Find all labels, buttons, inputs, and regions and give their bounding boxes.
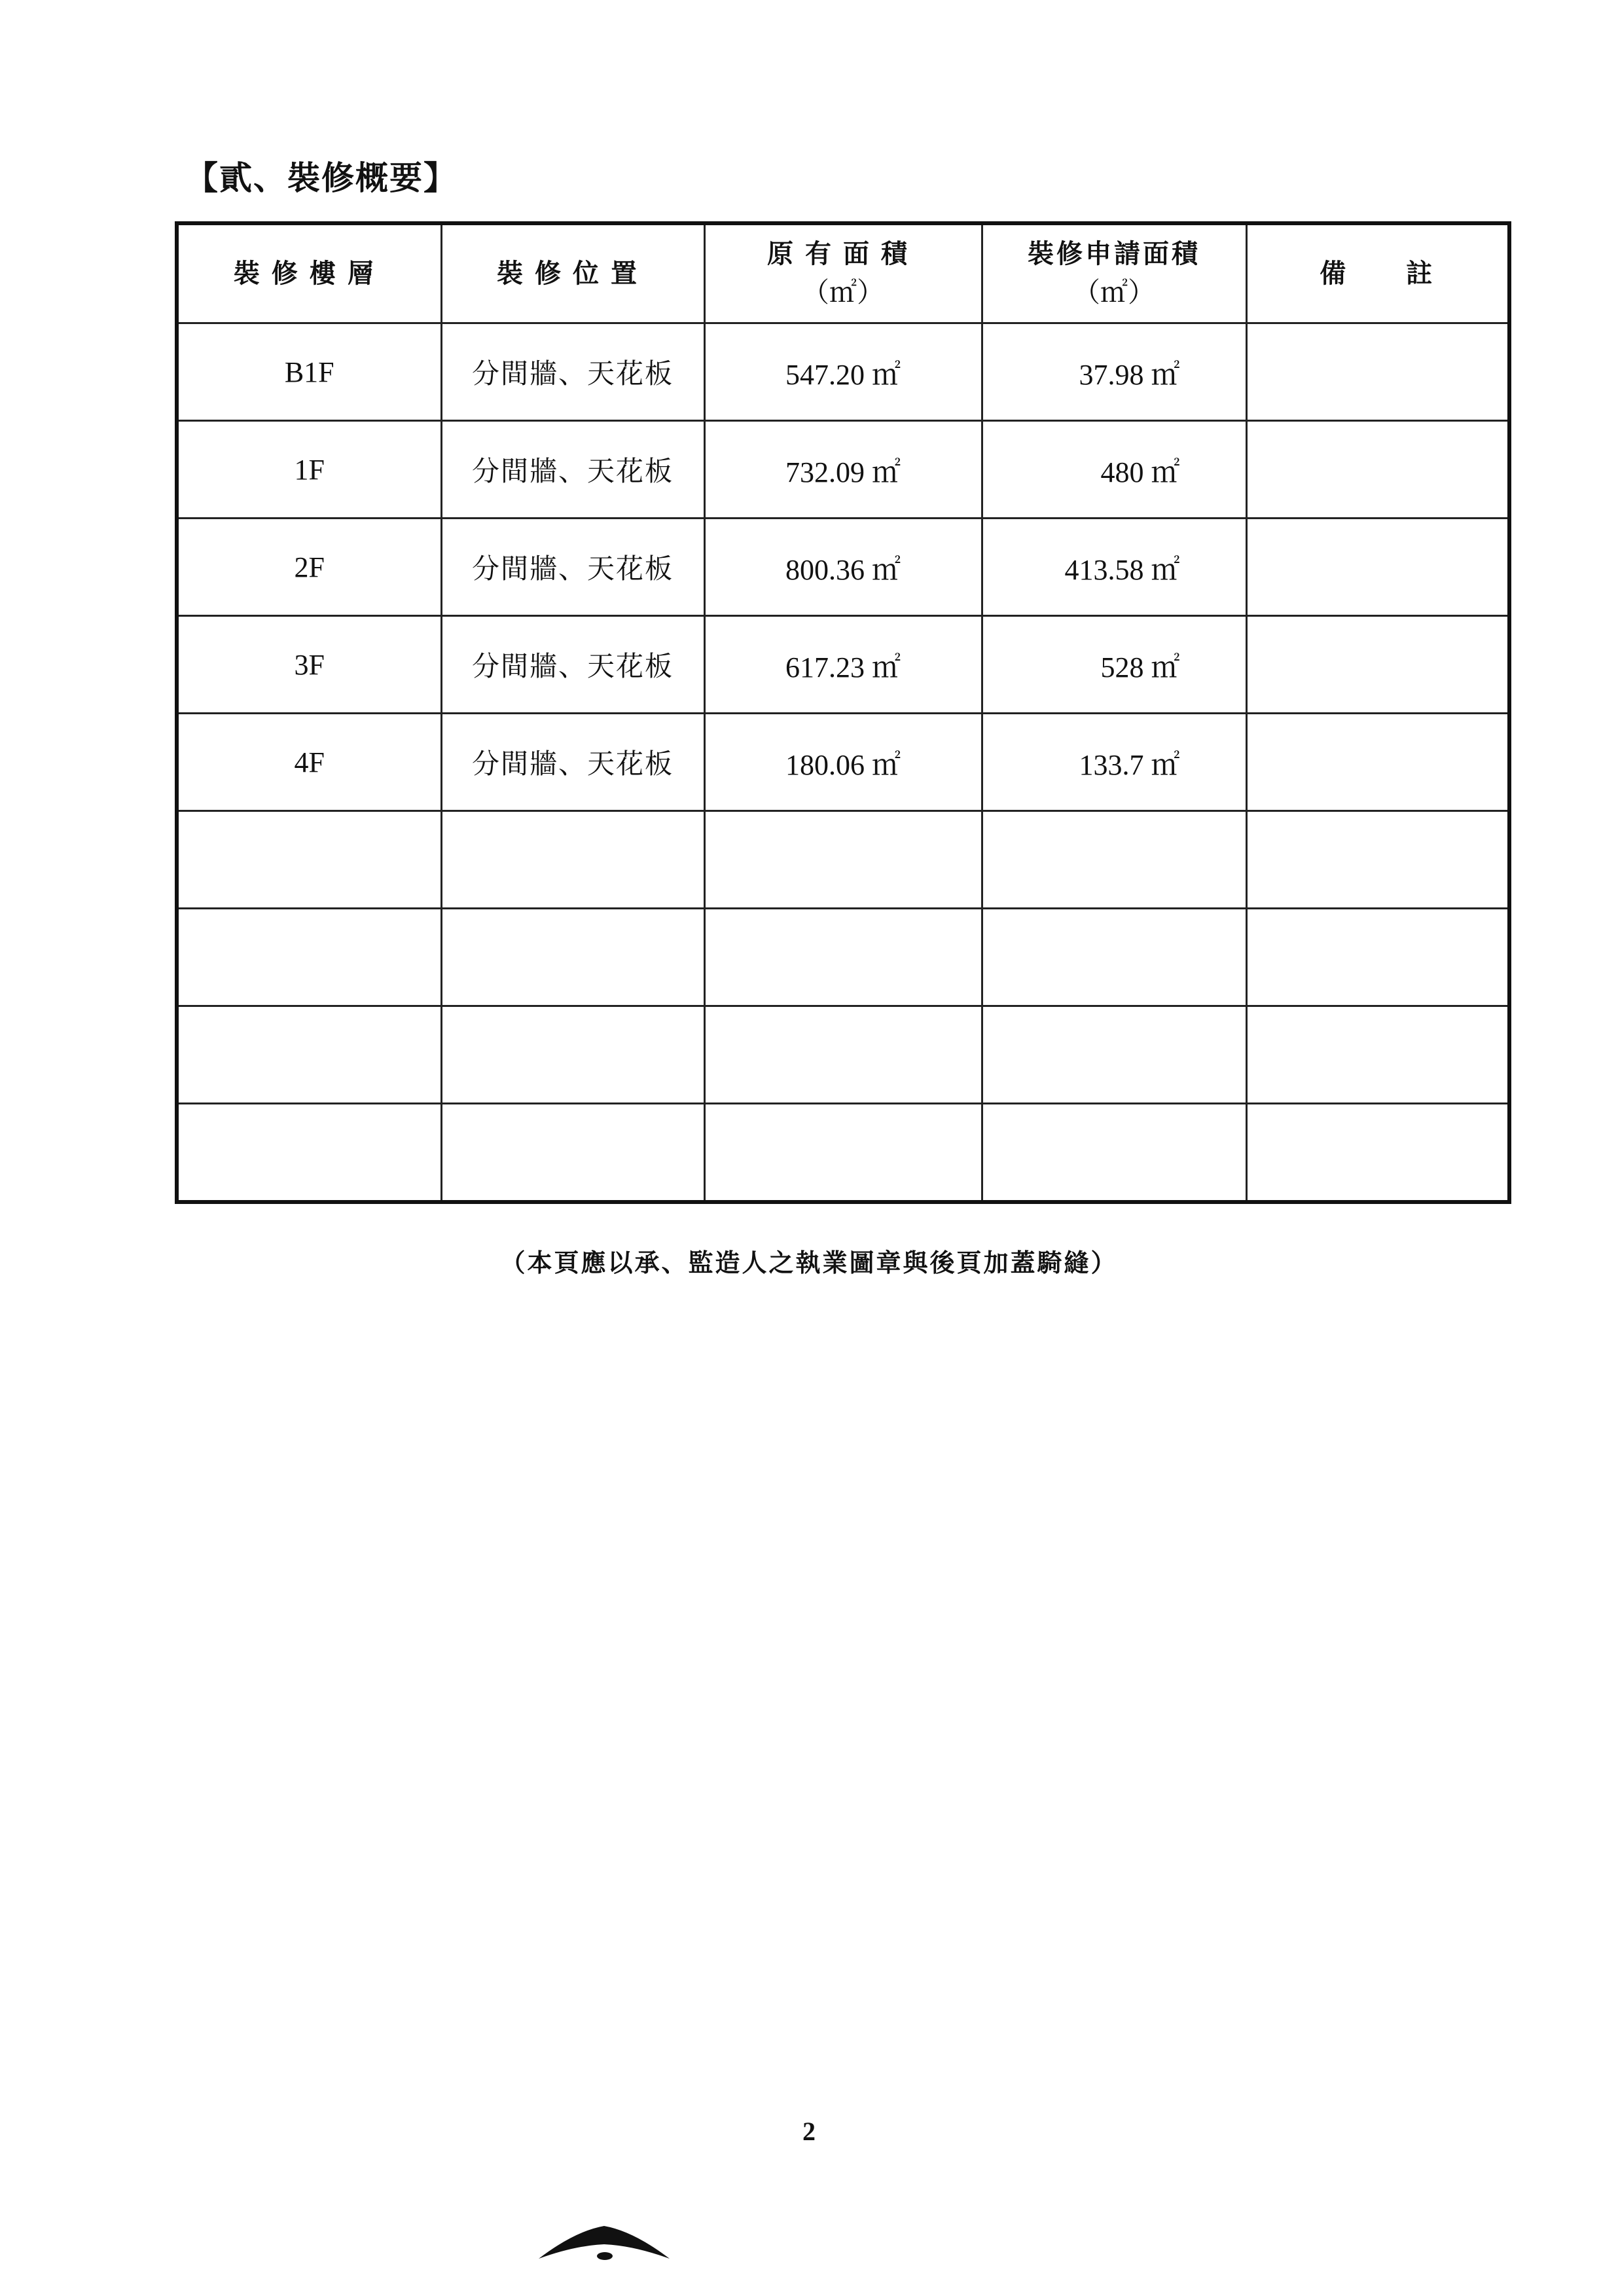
table-row	[177, 421, 1509, 519]
empty-cell	[441, 811, 704, 909]
floor-cell: 4F	[177, 714, 441, 811]
remark-cell	[1246, 714, 1509, 811]
empty-cell	[982, 1006, 1246, 1104]
applied-area-cell: 133.7 ㎡	[982, 714, 1246, 811]
empty-table-row	[177, 1104, 1509, 1203]
floor-cell: 2F	[177, 519, 441, 616]
empty-cell	[982, 909, 1246, 1006]
empty-cell	[1246, 1104, 1509, 1203]
original-area-cell: 180.06 ㎡	[704, 714, 982, 811]
empty-cell	[441, 1006, 704, 1104]
original-area-cell: 547.20 ㎡	[704, 323, 982, 421]
empty-cell	[982, 811, 1246, 909]
remark-cell	[1246, 519, 1509, 616]
location-cell: 分間牆、天花板	[441, 519, 704, 616]
remark-cell	[1246, 421, 1509, 519]
empty-table-row	[177, 811, 1509, 909]
original-area-cell: 617.23 ㎡	[704, 616, 982, 714]
location-cell: 分間牆、天花板	[441, 421, 704, 519]
page-number: 2	[802, 2117, 816, 2146]
header-unit: （㎡）	[801, 276, 884, 308]
empty-cell	[177, 1104, 441, 1203]
header-floor	[177, 223, 441, 323]
empty-cell	[177, 1006, 441, 1104]
original-area-cell: 800.36 ㎡	[704, 519, 982, 616]
applied-area-cell: 37.98 ㎡	[982, 323, 1246, 421]
empty-cell	[704, 1006, 982, 1104]
location-cell: 分間牆、天花板	[441, 714, 704, 811]
renovation-summary-table	[175, 221, 1511, 1204]
header-label: 裝修申請面積	[1028, 238, 1200, 269]
binding-mark-icon	[535, 2218, 673, 2270]
empty-cell	[441, 1104, 704, 1203]
table-row	[177, 616, 1509, 714]
table-row	[177, 519, 1509, 616]
remark-cell	[1246, 616, 1509, 714]
location-cell: 分間牆、天花板	[441, 323, 704, 421]
empty-cell	[177, 811, 441, 909]
empty-cell	[704, 811, 982, 909]
applied-area-cell: 413.58 ㎡	[982, 519, 1246, 616]
header-label: 原有面積	[767, 238, 919, 269]
empty-cell	[1246, 811, 1509, 909]
header-unit: （㎡）	[1072, 276, 1155, 308]
floor-cell: 1F	[177, 421, 441, 519]
location-cell: 分間牆、天花板	[441, 616, 704, 714]
empty-cell	[1246, 909, 1509, 1006]
header-label: 裝修樓層	[233, 258, 386, 289]
header-applied-area	[982, 223, 1246, 323]
section-title: 【貳、裝修概要】	[185, 158, 458, 197]
empty-table-row	[177, 1006, 1509, 1104]
floor-cell: 3F	[177, 616, 441, 714]
seal-note: （本頁應以承、監造人之執業圖章與後頁加蓋騎縫）	[500, 1248, 1118, 1277]
table-row	[177, 323, 1509, 421]
table-row	[177, 714, 1509, 811]
header-location	[441, 223, 704, 323]
applied-area-cell: 480 ㎡	[982, 421, 1246, 519]
header-original-area	[704, 223, 982, 323]
empty-table-row	[177, 909, 1509, 1006]
header-remark	[1246, 223, 1509, 323]
empty-cell	[441, 909, 704, 1006]
remark-cell	[1246, 323, 1509, 421]
original-area-cell: 732.09 ㎡	[704, 421, 982, 519]
table-header-row	[177, 223, 1509, 323]
empty-cell	[704, 909, 982, 1006]
empty-cell	[704, 1104, 982, 1203]
empty-cell	[982, 1104, 1246, 1203]
floor-cell: B1F	[177, 323, 441, 421]
empty-cell	[177, 909, 441, 1006]
applied-area-cell: 528 ㎡	[982, 616, 1246, 714]
header-label: 裝修位置	[497, 258, 649, 289]
header-label: 備 註	[1320, 258, 1435, 289]
empty-cell	[1246, 1006, 1509, 1104]
